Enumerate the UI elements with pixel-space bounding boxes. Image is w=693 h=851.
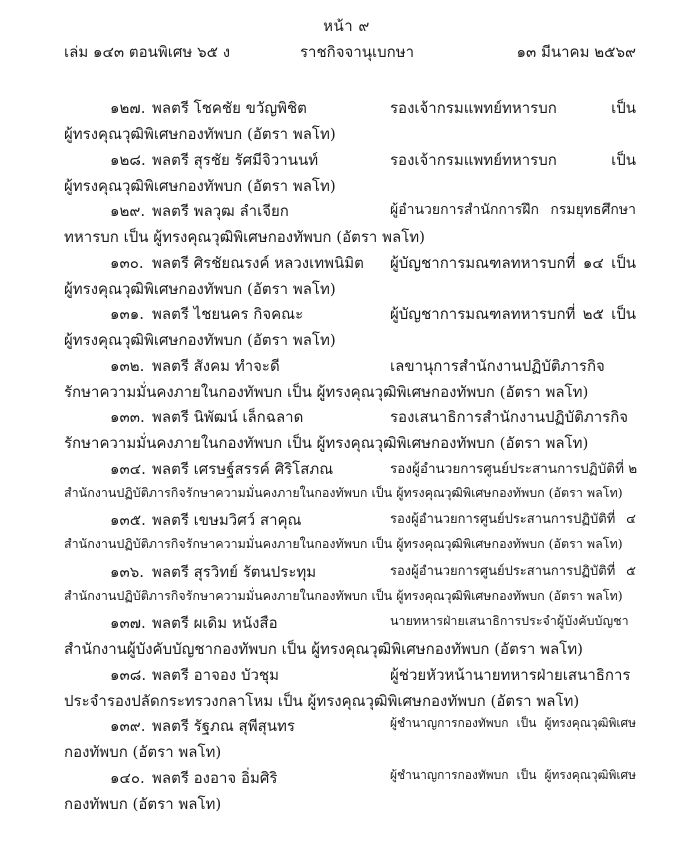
officer-name: พลตรี ไชยนคร กิจคณะ [152,305,304,323]
entry-first-line [64,457,636,483]
new-position: ผู้ทรงคุณวุฒิพิเศษกองทัพบก (อัตรา พลโท) [64,279,336,298]
officer-name: พลตรี สุรวิทย์ รัตนประทุม [152,562,317,581]
entry-number: ๑๓๕. [110,511,146,529]
new-position: ผู้ทรงคุณวุฒิพิเศษกองทัพบก (อัตรา พลโท) [64,125,336,143]
entry-first-line [64,611,636,637]
new-position: ผู้ทรงคุณวุฒิพิเศษกองทัพบก (อัตรา พลโท) [64,176,336,195]
appointment-entry [64,405,636,457]
entry-number: ๑๓๓. [110,408,145,426]
appointment-entry [64,560,636,612]
new-position: กองทัพบก (อัตรา พลโท) [64,743,222,761]
current-position: ผู้ชำนาญการกองทัพบก เป็น ผู้ทรงคุณวุฒิพิเศษ [390,767,636,782]
page-number: หน้า ๙ [323,17,370,35]
appointment-entry [64,663,636,715]
appointment-entry [64,199,636,251]
appointment-entry [64,148,636,200]
appointment-entry [64,251,636,303]
officer-name: พลตรี ศิรชัยณรงค์ หลวงเทพนิมิต [152,253,364,272]
officer-name: พลตรี โชคชัย ขวัญพิชิต [152,99,307,117]
current-position: ผู้ช่วยหัวหน้านายทหารฝ่ายเสนาธิการ [390,665,631,684]
new-position: สำนักงานปฏิบัติภารกิจรักษาความมั่นคงภายในกองทัพบก เป็น ผู้ทรงคุณวุฒิพิเศษกองทัพบก (อัตรา พลโท) [64,587,623,603]
new-position: ทหารบก เป็น ผู้ทรงคุณวุฒิพิเศษกองทัพบก (อัตรา พลโท) [64,228,425,246]
officer-name: พลตรี อาจอง บัวชุม [152,665,279,684]
entry-first-line [64,354,636,380]
entry-number: ๑๒๙. [110,202,146,220]
officer-name: พลตรี นิพัฒน์ เล็กฉลาด [152,408,304,426]
appointment-entry [64,766,636,818]
current-position: รองเจ้ากรมแพทย์ทหารบก เป็น [390,150,636,169]
new-position: สำนักงานปฏิบัติภารกิจรักษาความมั่นคงภายในกองทัพบก เป็น ผู้ทรงคุณวุฒิพิเศษกองทัพบก (อัตรา พลโท) [64,536,623,551]
appointment-entry [64,302,636,354]
entry-first-line [64,96,636,122]
header-date: ๑๓ มีนาคม ๒๕๖๙ [516,43,636,61]
entry-first-line [64,302,636,328]
current-position: รองผู้อำนวยการศูนย์ประสานการปฏิบัติที่ ๕ [390,563,636,579]
entry-number: ๑๓๔. [110,459,146,478]
entry-first-line [64,405,636,431]
current-position: ผู้บัญชาการมณฑลทหารบกที่ ๒๕ เป็น [390,305,636,323]
officer-name: พลตรี พลวุฒ ลำเจียก [152,202,289,220]
current-position: ผู้อำนวยการสำนักการฝึก กรมยุทธศึกษา [390,202,636,218]
new-position: รักษาความมั่นคงภายในกองทัพบก เป็น ผู้ทรงคุณวุฒิพิเศษกองทัพบก (อัตรา พลโท) [64,382,589,401]
new-position: กองทัพบก (อัตรา พลโท) [64,794,222,813]
current-position: รองผู้อำนวยการศูนย์ประสานการปฏิบัติที่ ๒ [390,460,638,477]
current-position: รองเสนาธิการสำนักงานปฏิบัติภารกิจ [390,408,629,426]
entry-number: ๑๓๖. [110,562,145,581]
new-position: สำนักงานผู้บังคับบัญชากองทัพบก เป็น ผู้ทรงคุณวุฒิพิเศษกองทัพบก (อัตรา พลโท) [64,640,583,658]
new-position: สำนักงานปฏิบัติภารกิจรักษาความมั่นคงภายในกองทัพบก เป็น ผู้ทรงคุณวุฒิพิเศษกองทัพบก (อัตรา พลโท) [64,484,623,500]
appointment-entry [64,354,636,406]
header-volume: เล่ม ๑๔๓ ตอนพิเศษ ๖๕ ง [64,43,231,61]
officer-name: พลตรี สุรชัย รัศมีจิวานนท์ [152,150,319,169]
entry-first-line [64,663,636,689]
entry-number: ๑๓๒. [110,356,145,375]
entry-first-line [64,199,636,225]
entry-number: ๑๓๙. [110,717,146,735]
entry-number: ๑๓๗. [110,614,146,632]
entry-number: ๑๒๘. [110,150,146,169]
appointment-entry [64,714,636,766]
current-position: เลขานุการสำนักงานปฏิบัติภารกิจ [390,356,605,375]
officer-name: พลตรี องอาจ อิ่มศิริ [152,768,278,787]
gazette-header [64,40,636,66]
header-title: ราชกิจจานุเบกษา [300,43,415,61]
entry-number: ๑๓๘. [110,665,147,684]
entry-first-line [64,560,636,586]
current-position: ผู้บัญชาการมณฑลทหารบกที่ ๑๔ เป็น [390,253,636,272]
officer-name: พลตรี เศรษฐ์สรรค์ ศิริโสภณ [152,459,334,478]
entry-first-line [64,508,636,534]
officer-name: พลตรี สังคม ทำจะดี [152,356,280,375]
entry-number: ๑๓๐. [110,253,144,272]
new-position: ประจำรองปลัดกระทรวงกลาโหม เป็น ผู้ทรงคุณวุฒิพิเศษกองทัพบก (อัตรา พลโท) [64,691,580,710]
appointment-entry [64,457,636,509]
current-position: รองเจ้ากรมแพทย์ทหารบก เป็น [390,99,636,117]
entry-number: ๑๓๑. [110,305,145,323]
appointment-entry [64,508,636,560]
entry-first-line [64,766,636,792]
appointment-entry [64,96,636,148]
new-position: ผู้ทรงคุณวุฒิพิเศษกองทัพบก (อัตรา พลโท) [64,331,336,349]
entry-number: ๑๒๗. [110,99,146,117]
officer-name: พลตรี ผเดิม หนังสือ [152,614,278,632]
appointment-entry [64,611,636,663]
new-position: รักษาความมั่นคงภายในกองทัพบก เป็น ผู้ทรงคุณวุฒิพิเศษกองทัพบก (อัตรา พลโท) [64,434,589,452]
entry-number: ๑๔๐. [110,768,145,787]
current-position: นายทหารฝ่ายเสนาธิการประจำผู้บังคับบัญชา [390,613,629,628]
officer-name: พลตรี เขษมวิศว์ สาคุณ [152,511,302,529]
entry-first-line [64,251,636,277]
entry-first-line [64,148,636,174]
entry-first-line [64,714,636,740]
current-position: ผู้ชำนาญการกองทัพบก เป็น ผู้ทรงคุณวุฒิพิเศษ [390,716,636,730]
officer-name: พลตรี รัฐภณ สุพีสุนทร [152,717,295,735]
current-position: รองผู้อำนวยการศูนย์ประสานการปฏิบัติที่ ๔ [390,512,636,527]
